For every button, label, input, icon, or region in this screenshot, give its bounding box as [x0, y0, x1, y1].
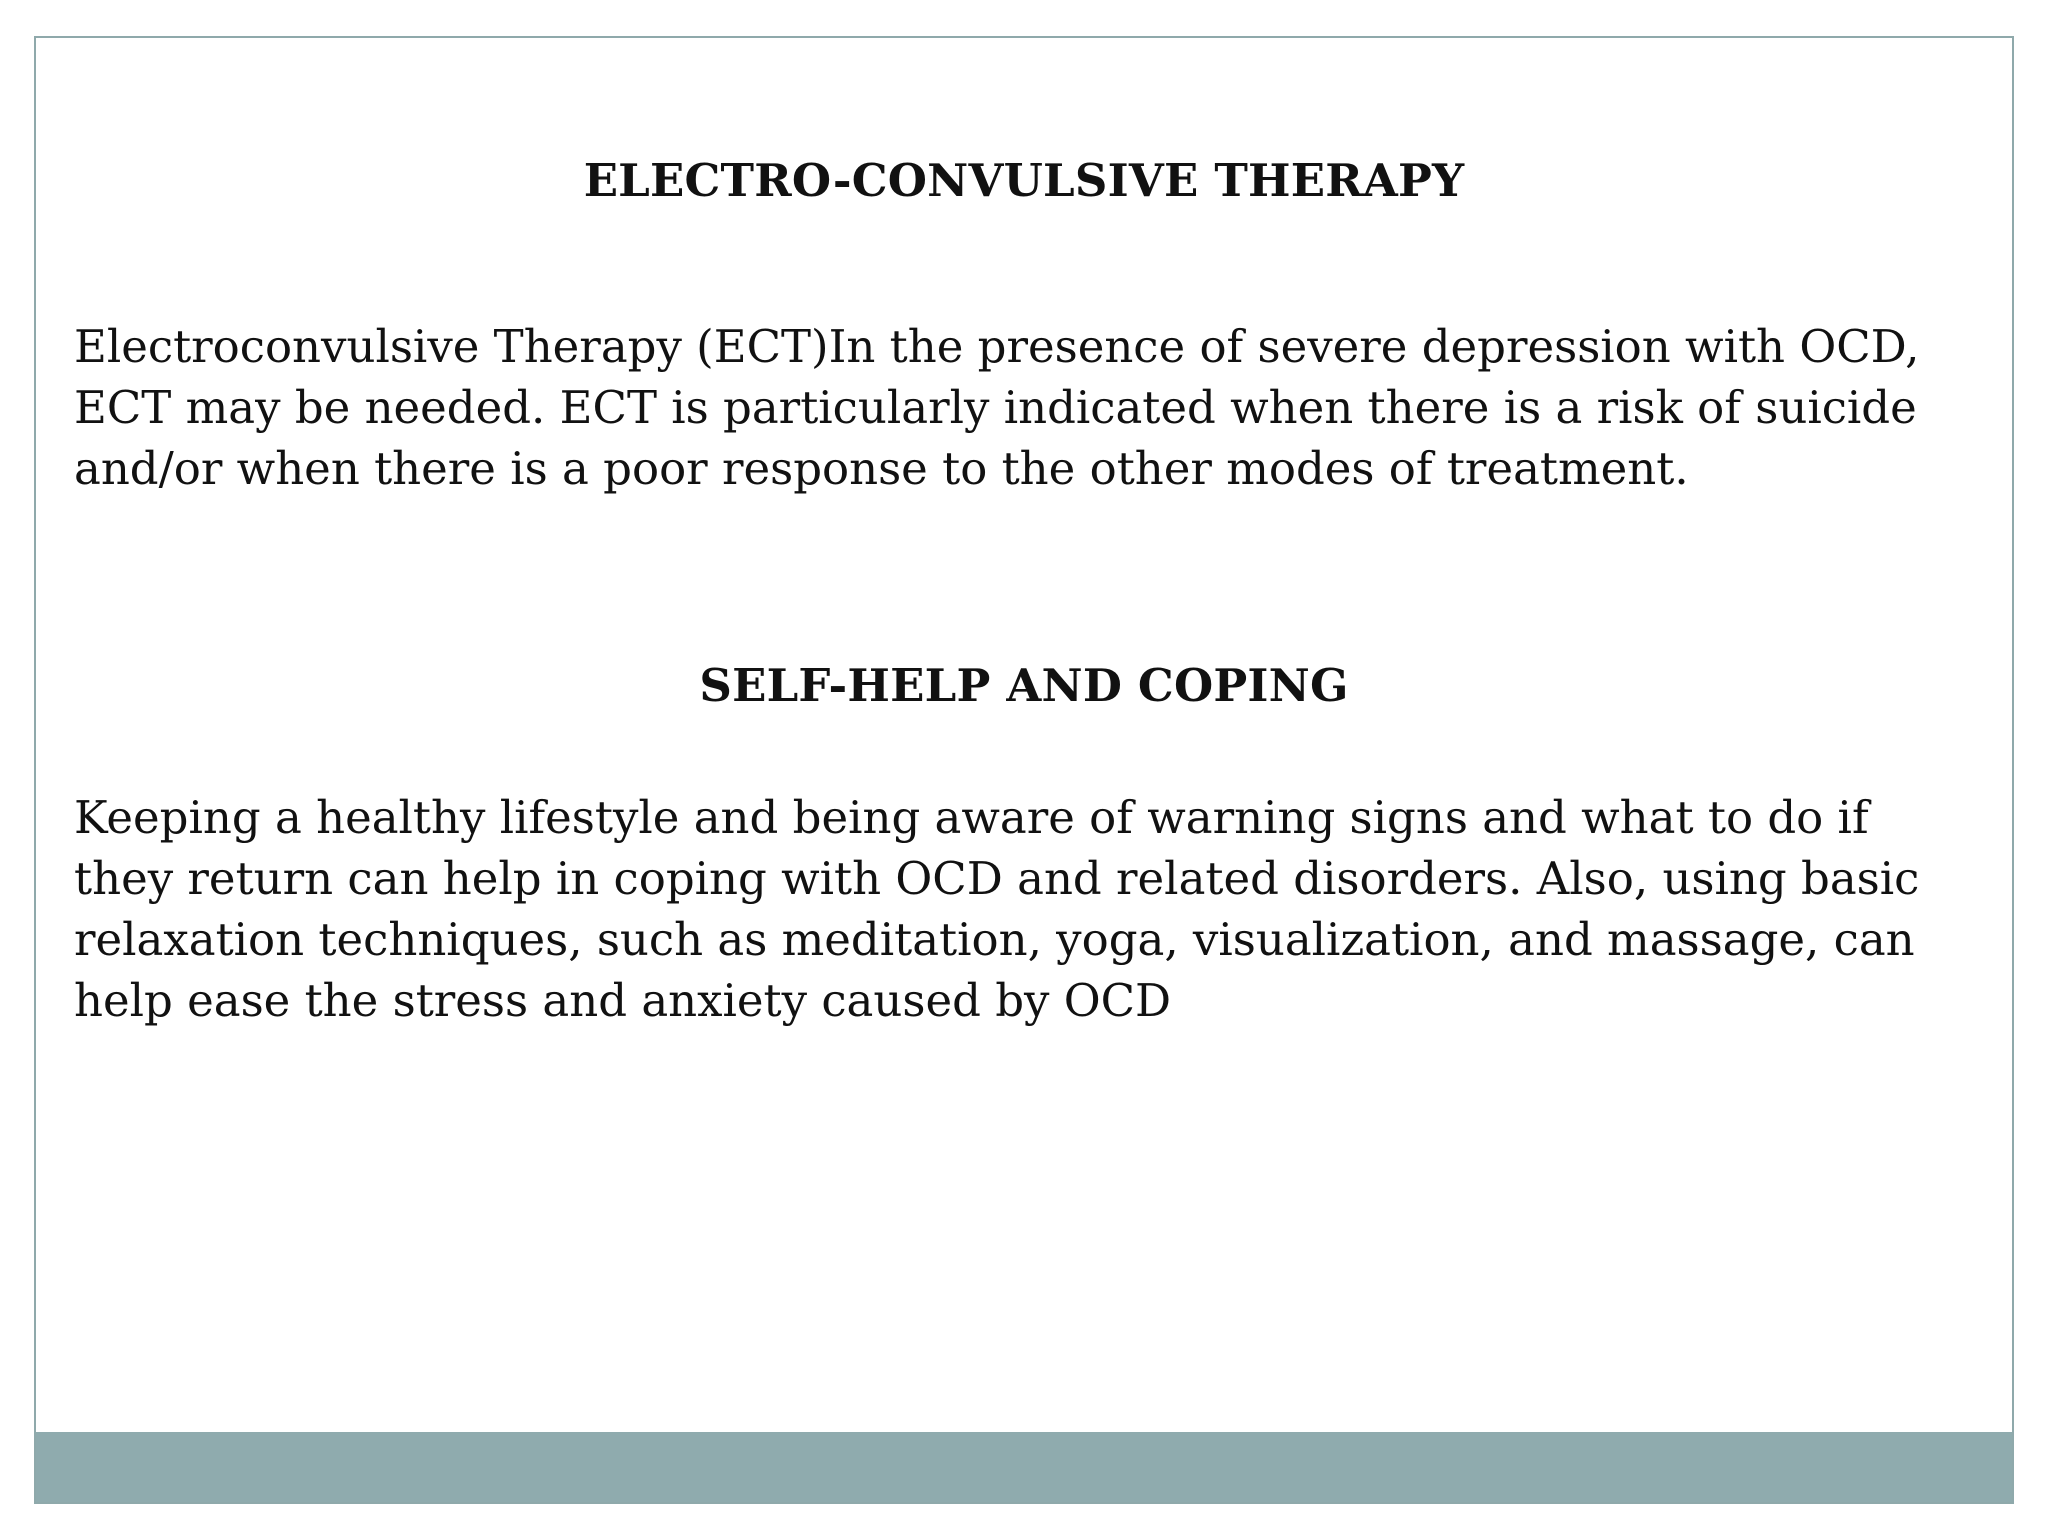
section-paragraph-self-help: Keeping a healthy lifestyle and being aware of warning signs and what to do if they return can help in coping with OCD and related disorders. Also, using basic relaxation techniques, such as meditation, yoga, visualization, and massage, can help ease the stress and anxiety caused by OCD: [74, 791, 1920, 1027]
slide-frame: [34, 36, 2014, 1504]
section-paragraph-ect: Electroconvulsive Therapy (ECT)In the presence of severe depression with OCD, ECT may be needed. ECT is particularly indicated when there is a risk of suicide and/or when there is a poor response to the other modes of treatment.: [74, 320, 1920, 495]
footer-bar: [36, 1432, 2012, 1502]
section-heading-ect: ELECTRO-CONVULSIVE THERAPY: [583, 154, 1465, 207]
section-heading-self-help: SELF-HELP AND COPING: [699, 659, 1349, 712]
slide-content: [74, 120, 1974, 1031]
